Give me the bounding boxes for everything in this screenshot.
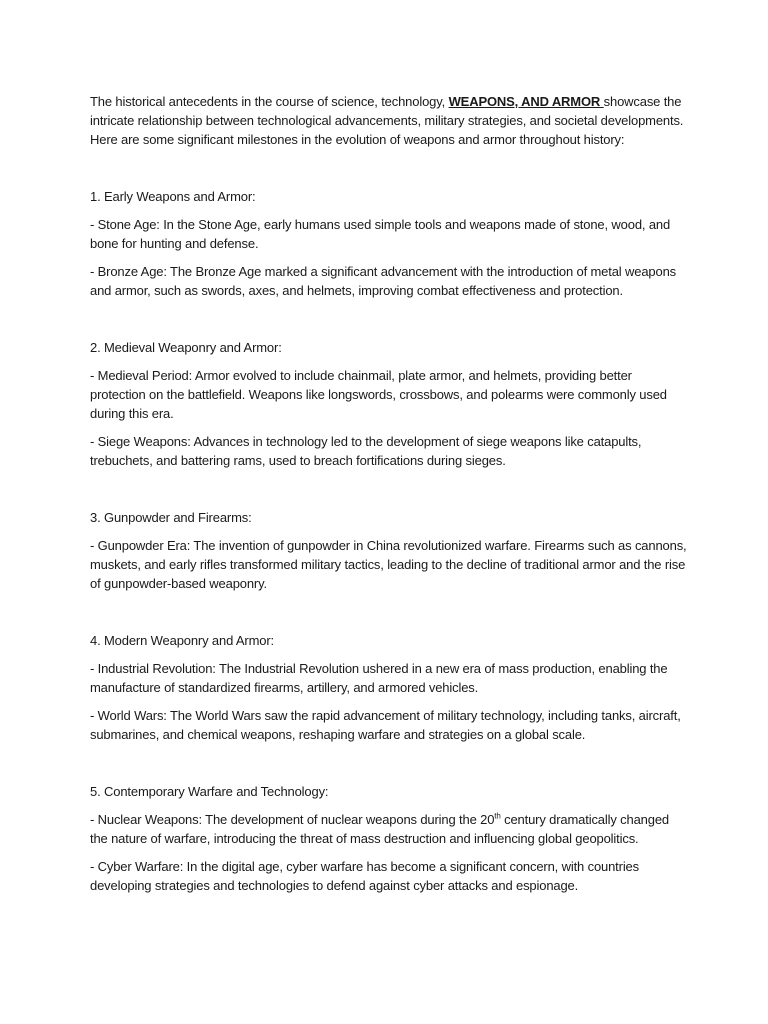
section-modern [90,631,690,744]
intro-text-after: showcase the intricate relationship between technological advancements, military strategies, and societal developments. Here are some significant milestones in the evolution of weapons and armor throughout history: [90,94,684,147]
list-item: - Industrial Revolution: The Industrial Revolution ushered in a new era of mass production, enabling the manufacture of standardized firearms, artillery, and armored vehicles. [90,661,668,695]
intro-paragraph [90,92,690,149]
intro-emphasis: WEAPONS, AND ARMOR [448,94,604,109]
section-title: 1. Early Weapons and Armor: [90,189,256,204]
list-item: - Gunpowder Era: The invention of gunpowder in China revolutionized warfare. Firearms such as cannons, muskets, and early rifles transformed military tactics, leading to the decline of traditional armor and the rise of gunpowder-based weaponry. [90,538,687,591]
document-body [90,92,690,904]
list-item: - Cyber Warfare: In the digital age, cyber warfare has become a significant concern, with countries developing strategies and technologies to defend against cyber attacks and espionage. [90,859,639,893]
section-title: 4. Modern Weaponry and Armor: [90,633,275,648]
section-contemporary [90,782,690,895]
section-gunpowder [90,508,690,593]
ordinal-suffix: th [494,811,501,821]
list-item-nuclear [90,810,690,848]
intro-text-before: The historical antecedents in the course of science, technology, [90,94,449,109]
list-item: - Medieval Period: Armor evolved to include chainmail, plate armor, and helmets, providing better protection on the battlefield. Weapons like longswords, crossbows, and polearms were commonly used during this era. [90,368,667,421]
section-title: 3. Gunpowder and Firearms: [90,510,252,525]
nuclear-text: - Nuclear Weapons: The development of nuclear weapons during the 20 [90,812,495,827]
section-medieval [90,338,690,470]
list-item: - World Wars: The World Wars saw the rapid advancement of military technology, including tanks, aircraft, submarines, and chemical weapons, reshaping warfare and strategies on a global scale. [90,708,681,742]
list-item: - Stone Age: In the Stone Age, early humans used simple tools and weapons made of stone, wood, and bone for hunting and defense. [90,217,671,251]
section-title: 5. Contemporary Warfare and Technology: [90,784,329,799]
section-early [90,187,690,300]
list-item: - Siege Weapons: Advances in technology led to the development of siege weapons like catapults, trebuchets, and battering rams, used to breach fortifications during sieges. [90,434,642,468]
list-item: - Bronze Age: The Bronze Age marked a significant advancement with the introduction of metal weapons and armor, such as swords, axes, and helmets, improving combat effectiveness and protection. [90,264,676,298]
nuclear-text-rest: century dramatically changed the nature of warfare, introducing the threat of mass destruction and influencing global geopolitics. [90,812,670,846]
section-title: 2. Medieval Weaponry and Armor: [90,340,282,355]
